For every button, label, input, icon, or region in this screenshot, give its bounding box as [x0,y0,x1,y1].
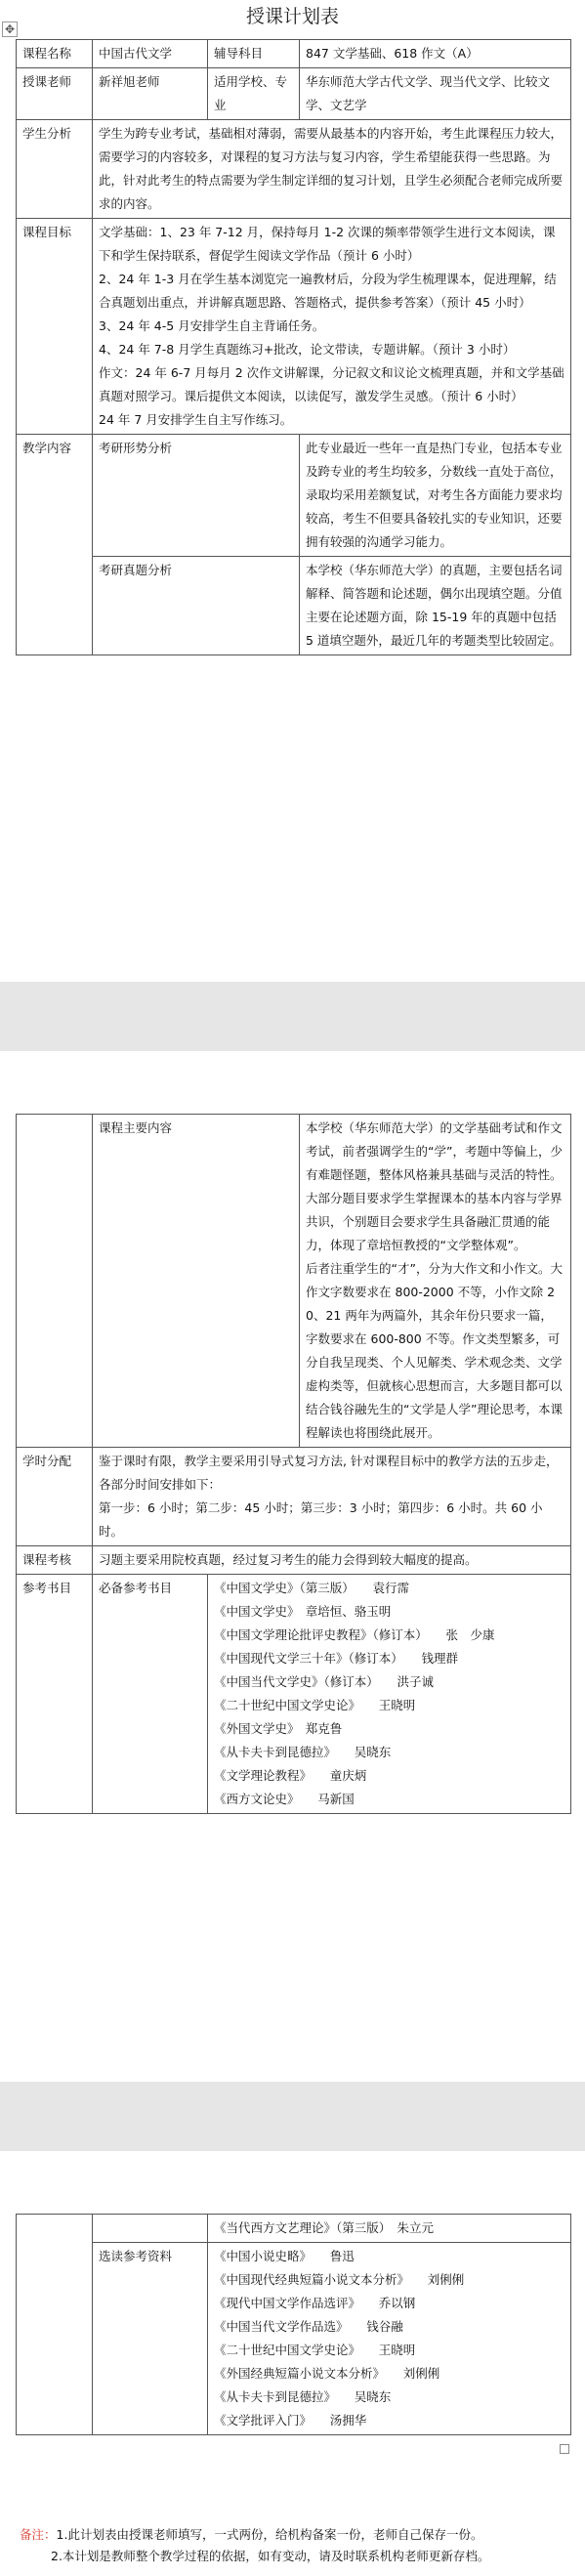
goal-line: 3、24 年 4-5 月安排学生自主背诵任务。 [99,318,325,333]
course-name-value: 中国古代文学 [93,40,208,68]
optional-book: 《从卡夫卡到昆德拉》 吴晓东 [214,2389,392,2404]
required-book: 《中国文学史》（第三版） 袁行霈 [214,1581,410,1595]
required-book: 《文学理论教程》 童庆炳 [214,1768,367,1783]
subject-value: 847 文学基础、618 作文（A） [300,40,571,68]
teacher-value: 新祥旭老师 [93,68,208,120]
teacher-label: 授课老师 [17,68,93,120]
plan-table-part2 [16,1114,571,1814]
optional-books-label: 选读参考资料 [93,2243,208,2435]
main-content-text [300,1115,571,1448]
goal-line: 2、24 年 1-3 月在学生基本浏览完一遍教材后，分段为学生梳理课本，促进理解，结合真题划出重点，并讲解真题思路、答题格式，提供参考答案）（预计 45 小时） [99,272,557,310]
required-book: 《西方文论史》 马新国 [214,1792,355,1806]
required-book: 《二十世纪中国文学史论》 王晓明 [214,1698,416,1712]
goal-line: 4、24 年 7-8 月学生真题练习+批改，论文带读，专题讲解。（预计 3 小时） [99,342,516,357]
optional-book: 《中国当代文学作品选》 钱谷融 [214,2319,403,2334]
subject-label: 辅导科目 [208,40,300,68]
plan-table-part1 [16,39,571,655]
footnote-line1: 1.此计划表由授课老师填写，一式两份，给机构备案一份，老师自己保存一份。 [56,2527,483,2542]
goals-text [93,219,571,435]
references-label: 参考书目 [17,1575,93,1814]
required-book: 《当代西方文艺理论》（第三版） 朱立元 [214,2220,435,2235]
past-exam-text: 本学校（华东师范大学）的真题，主要包括名词解释、简答题和论述题，偶尔出现填空题。分值主要在论述题方面，除 15-19 年的真题中包括 5 道填空题外，最近几年的考题类型比较固定。 [300,557,571,655]
required-books-list [208,1575,571,1814]
optional-book: 《外国经典短篇小说文本分析》 刘俐俐 [214,2366,440,2381]
table-resize-handle-icon[interactable] [560,2444,569,2454]
plan-table-part3 [16,2214,571,2435]
goal-line: 24 年 7 月安排学生自主写作练习。 [99,412,293,427]
table-move-handle-icon[interactable]: ✥ [2,21,18,37]
required-book: 《中国文学理论批评史教程》（修订本） 张 少康 [214,1627,495,1642]
teaching-content-continued [17,1115,93,1448]
optional-book: 《二十世纪中国文学史论》 王晓明 [214,2343,416,2357]
optional-book: 《现代中国文学作品选评》 乔以钢 [214,2296,416,2310]
references-continued [17,2215,93,2435]
required-book: 《从卡夫卡到昆德拉》 吴晓东 [214,1745,392,1759]
document-page-1 [0,0,585,982]
footnote-prefix: 备注： [20,2527,57,2542]
school-value: 华东师范大学古代文学、现当代文学、比较文学、文艺学 [300,68,571,120]
required-book: 《中国文学史》 章培恒、骆玉明 [214,1604,392,1619]
document-page-3 [0,2151,585,2576]
assessment-label: 课程考核 [17,1546,93,1575]
course-name-label: 课程名称 [17,40,93,68]
footnote [20,2524,489,2567]
optional-book: 《中国现代经典短篇小说文本分析》 刘俐俐 [214,2272,465,2287]
past-exam-label: 考研真题分析 [93,557,300,655]
student-analysis-label: 学生分析 [17,120,93,219]
page-title: 授课计划表 [245,6,339,27]
teaching-content-label: 教学内容 [17,435,93,655]
school-label: 适用学校、专业 [208,68,300,120]
required-books-continued [93,2215,208,2243]
schedule-label: 学时分配 [17,1448,93,1546]
required-book: 《中国现代文学三十年》（修订本） 钱理群 [214,1651,459,1666]
main-content-label: 课程主要内容 [93,1115,300,1448]
schedule-para2: 第一步：6 小时；第二步：45 小时；第三步：3 小时；第四步：6 小时。共 60 小时。 [99,1500,543,1539]
required-book: 《外国文学史》 郑克鲁 [214,1721,343,1736]
document-page-2 [0,1051,585,2082]
required-books-list-continued [208,2215,571,2243]
main-content-para2: 后者注重学生的“才”，分为大作文和小作文。大作文字数要求在 800-2000 不等，小作文除 20、21 两年为两篇外，其余年份只要求一篇，字数要求在 600-800 不等。作文类型繁多，可分自我呈现类、个人见解类、学术观念类、文学虚构类等，但就核心思想而言，大多题目都可以结合钱谷融先生的“文学是人学”理论思考，本课程解读也将围绕此展开。 [306,1261,563,1440]
optional-books-list [208,2243,571,2435]
optional-book: 《中国小说史略》 鲁迅 [214,2249,355,2263]
goals-label: 课程目标 [17,219,93,435]
footnote-line2: 2.本计划是教师整个教学过程的依据，如有变动，请及时联系机构老师更新存档。 [51,2549,490,2563]
optional-book: 《文学批评入门》 汤拥华 [214,2413,367,2428]
schedule-para1: 鉴于课时有限，教学主要采用引导式复习方法, 针对课程目标中的教学方法的五步走，各部分时间安排如下： [99,1454,559,1492]
required-book: 《中国当代文学史》（修订本） 洪子诚 [214,1674,435,1689]
assessment-text: 习题主要采用院校真题，经过复习考生的能力会得到较大幅度的提高。 [93,1546,571,1575]
goal-line: 文学基础：1、23 年 7-12 月，保持每月 1-2 次课的频率带领学生进行文本阅读，课下和学生保持联系，督促学生阅读文学作品（预计 6 小时） [99,225,556,263]
goal-line: 作文：24 年 6-7 月每月 2 次作文讲解课，分记叙文和议论文梳理真题，并和文学基础真题对照学习。课后提供文本阅读，以读促写，激发学生灵感。（预计 6 小时） [99,365,564,403]
exam-situation-text: 此专业最近一些年一直是热门专业，包括本专业及跨专业的考生均较多，分数线一直处于高位，录取均采用差额复试，对考生各方面能力要求均较高，考生不但要具备较扎实的专业知识，还要拥有较强的沟通学习能力。 [300,435,571,557]
schedule-text [93,1448,571,1546]
main-content-para1: 本学校（华东师范大学）的文学基础考试和作文考试，前者强调学生的“学”，考题中等偏上，少有难题怪题，整体风格兼具基础与灵活的特性。大部分题目要求学生掌握课本的基本内容与学界共识，个别题目会要求学生具备融汇贯通的能力，体现了章培恒教授的“文学整体观”。 [306,1120,563,1252]
required-books-label: 必备参考书目 [93,1575,208,1814]
exam-situation-label: 考研形势分析 [93,435,300,557]
student-analysis-text: 学生为跨专业考试，基础相对薄弱，需要从最基本的内容开始，考生此课程压力较大，需要学习的内容较多，对课程的复习方法与复习内容，学生希望能获得一些思路。为此，针对此考生的特点需要为学生制定详细的复习计划，且学生必须配合老师完成所要求的内容。 [93,120,571,219]
